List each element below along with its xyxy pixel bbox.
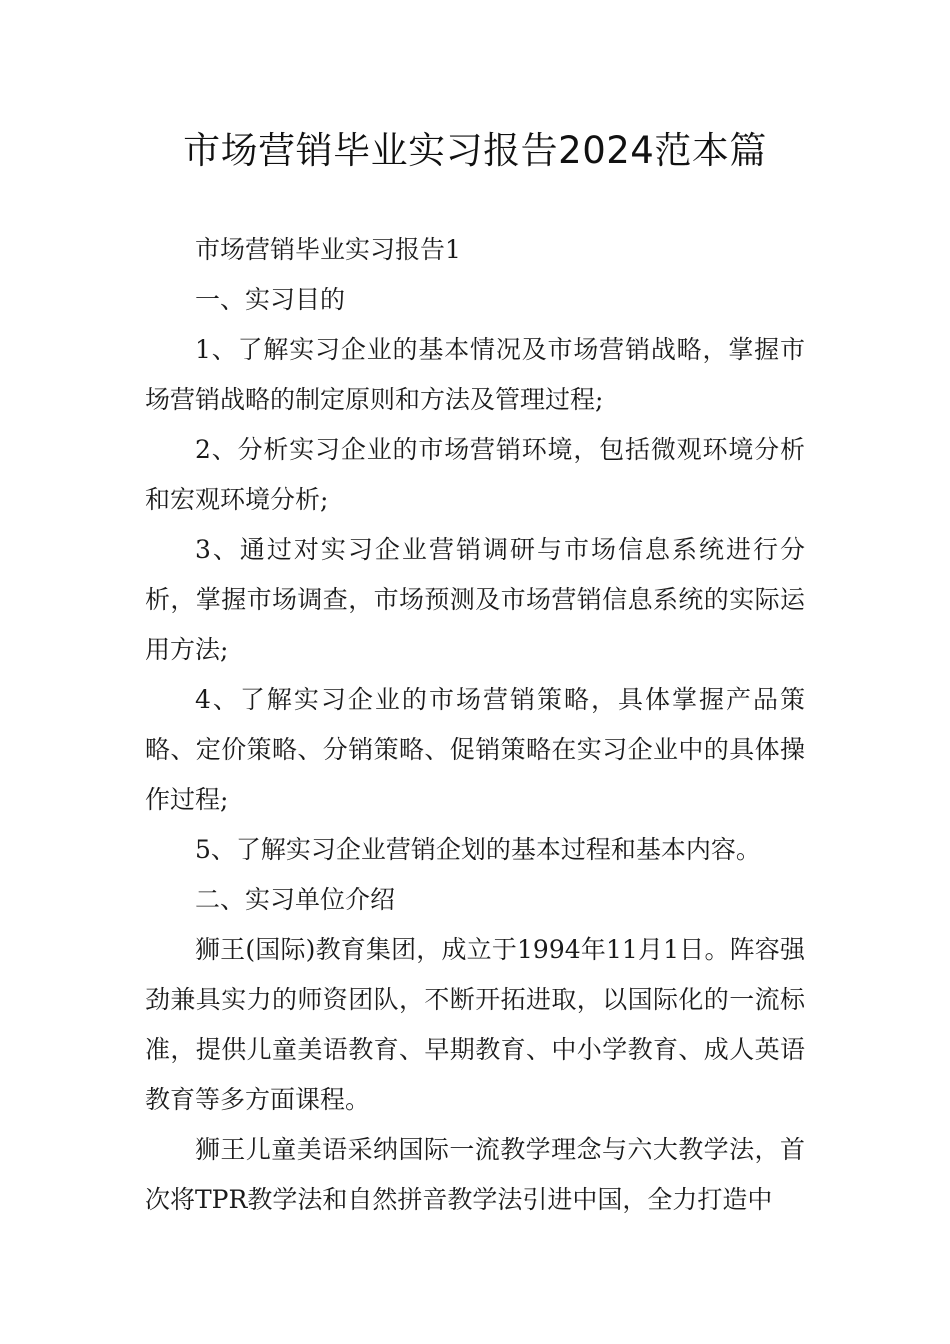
section-heading-purpose: 一、实习目的 (195, 285, 346, 314)
document-title: 市场营销毕业实习报告2024范本篇 (183, 129, 767, 172)
purpose-item-1: 1、了解实习企业的基本情况及市场营销战略，掌握市场营销战略的制定原则和方法及管理过程; (145, 335, 805, 414)
purpose-item-2: 2、分析实习企业的市场营销环境，包括微观环境分析和宏观环境分析; (145, 435, 805, 514)
report-subtitle: 市场营销毕业实习报告1 (195, 235, 461, 264)
purpose-item-4: 4、了解实习企业的市场营销策略，具体掌握产品策略、定价策略、分销策略、促销策略在实习企业中的具体操作过程; (145, 685, 805, 814)
company-teaching-paragraph: 狮王儿童美语采纳国际一流教学理念与六大教学法，首次将TPR教学法和自然拼音教学法引进中国，全力打造中 (145, 1135, 805, 1214)
company-intro-paragraph: 狮王(国际)教育集团，成立于1994年11月1日。阵容强劲兼具实力的师资团队，不断开拓进取，以国际化的一流标准，提供儿童美语教育、早期教育、中小学教育、成人英语教育等多方面课程。 (145, 935, 805, 1114)
section-heading-company: 二、实习单位介绍 (195, 885, 396, 914)
document-body (145, 225, 805, 1225)
purpose-item-5: 5、了解实习企业营销企划的基本过程和基本内容。 (195, 835, 761, 864)
purpose-item-3: 3、通过对实习企业营销调研与市场信息系统进行分析，掌握市场调查，市场预测及市场营销信息系统的实际运用方法; (145, 535, 805, 664)
